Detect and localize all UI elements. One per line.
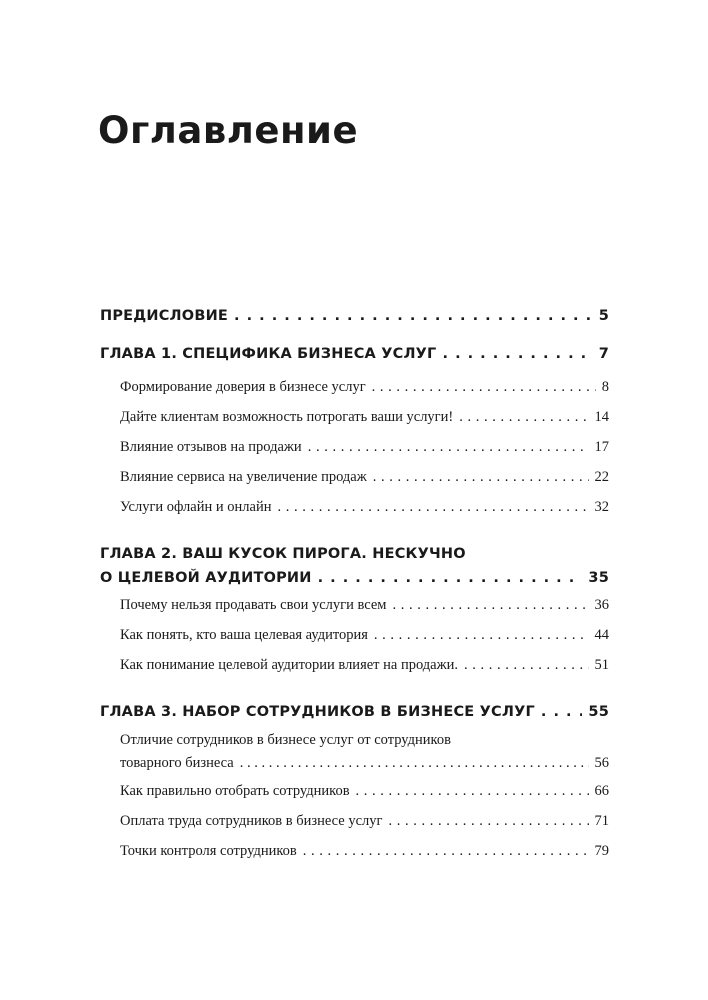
toc-chapter-3[interactable]	[100, 698, 609, 726]
toc-page-number: 8	[601, 378, 609, 395]
dot-leader	[303, 843, 589, 860]
toc-page-number: 44	[594, 626, 609, 643]
toc-page-number: 7	[598, 346, 609, 362]
toc-section[interactable]	[100, 806, 609, 836]
dot-leader	[372, 379, 596, 396]
toc-entry-label: ПРЕДИСЛОВИЕ	[100, 308, 229, 324]
toc-section-label: Влияние сервиса на увеличение продаж	[120, 468, 367, 485]
dot-leader	[392, 597, 588, 614]
toc-page-number: 35	[588, 570, 609, 586]
toc-section-label: Дайте клиентам возможность потрогать ваши услуги!	[120, 408, 454, 425]
dot-leader	[240, 755, 589, 772]
dot-leader	[464, 657, 588, 674]
toc-page-number: 79	[594, 842, 609, 859]
toc-page-number: 14	[594, 408, 609, 425]
toc-page-number: 51	[594, 656, 609, 673]
toc-page-number: 17	[594, 438, 609, 455]
toc-section[interactable]	[100, 590, 609, 620]
toc-page-number: 66	[594, 782, 609, 799]
toc-section[interactable]	[100, 836, 609, 866]
dot-leader	[374, 627, 589, 644]
toc-section-label: Точки контроля сотрудников	[120, 842, 297, 859]
dot-leader	[443, 346, 593, 362]
toc-page-number: 56	[594, 754, 609, 771]
toc-page-number: 71	[594, 812, 609, 829]
dot-leader	[388, 813, 588, 830]
toc-section-label-line2: товарного бизнеса	[120, 754, 234, 771]
toc-page-number: 22	[594, 468, 609, 485]
dot-leader	[318, 570, 583, 586]
toc-section[interactable]	[100, 432, 609, 462]
toc-page-number: 55	[588, 704, 609, 720]
toc-chapter-label-line2: О ЦЕЛЕВОЙ АУДИТОРИИ	[100, 570, 312, 586]
toc-section[interactable]	[100, 372, 609, 402]
dot-leader	[234, 308, 593, 324]
toc-section[interactable]	[100, 492, 609, 522]
toc-entry-preface[interactable]	[100, 300, 609, 332]
table-of-contents	[100, 300, 609, 866]
dot-leader	[541, 704, 582, 720]
dot-leader	[308, 439, 589, 456]
toc-section[interactable]	[100, 776, 609, 806]
dot-leader	[277, 499, 588, 516]
toc-section-label: Почему нельзя продавать свои услуги всем	[120, 596, 387, 613]
toc-chapter-label-line1: ГЛАВА 2. ВАШ КУСОК ПИРОГА. НЕСКУЧНО	[100, 546, 466, 562]
toc-section[interactable]	[100, 650, 609, 680]
dot-leader	[356, 783, 589, 800]
toc-section-label: Оплата труда сотрудников в бизнесе услуг	[120, 812, 383, 829]
toc-section[interactable]	[100, 730, 609, 776]
toc-page-number: 32	[594, 498, 609, 515]
toc-page-number: 36	[594, 596, 609, 613]
toc-page-number: 5	[598, 308, 609, 324]
toc-chapter-2[interactable]	[100, 542, 609, 590]
dot-leader	[373, 469, 589, 486]
toc-section[interactable]	[100, 462, 609, 492]
toc-chapter-label: ГЛАВА 1. СПЕЦИФИКА БИЗНЕСА УСЛУГ	[100, 346, 437, 362]
toc-section-label: Услуги офлайн и онлайн	[120, 498, 272, 515]
toc-section-label: Формирование доверия в бизнесе услуг	[120, 378, 366, 395]
toc-section[interactable]	[100, 402, 609, 432]
toc-section-label-line1: Отличие сотрудников в бизнесе услуг от сотрудников	[120, 732, 451, 748]
toc-chapter-label: ГЛАВА 3. НАБОР СОТРУДНИКОВ В БИЗНЕСЕ УСЛУГ	[100, 704, 535, 720]
toc-section-label: Как правильно отобрать сотрудников	[120, 782, 350, 799]
toc-section-label: Влияние отзывов на продажи	[120, 438, 302, 455]
page-title: Оглавление	[98, 109, 359, 152]
toc-section[interactable]	[100, 620, 609, 650]
dot-leader	[459, 409, 588, 426]
toc-chapter-1[interactable]	[100, 340, 609, 368]
toc-section-label: Как понять, кто ваша целевая аудитория	[120, 626, 368, 643]
toc-section-label: Как понимание целевой аудитории влияет на продажи.	[120, 656, 459, 673]
